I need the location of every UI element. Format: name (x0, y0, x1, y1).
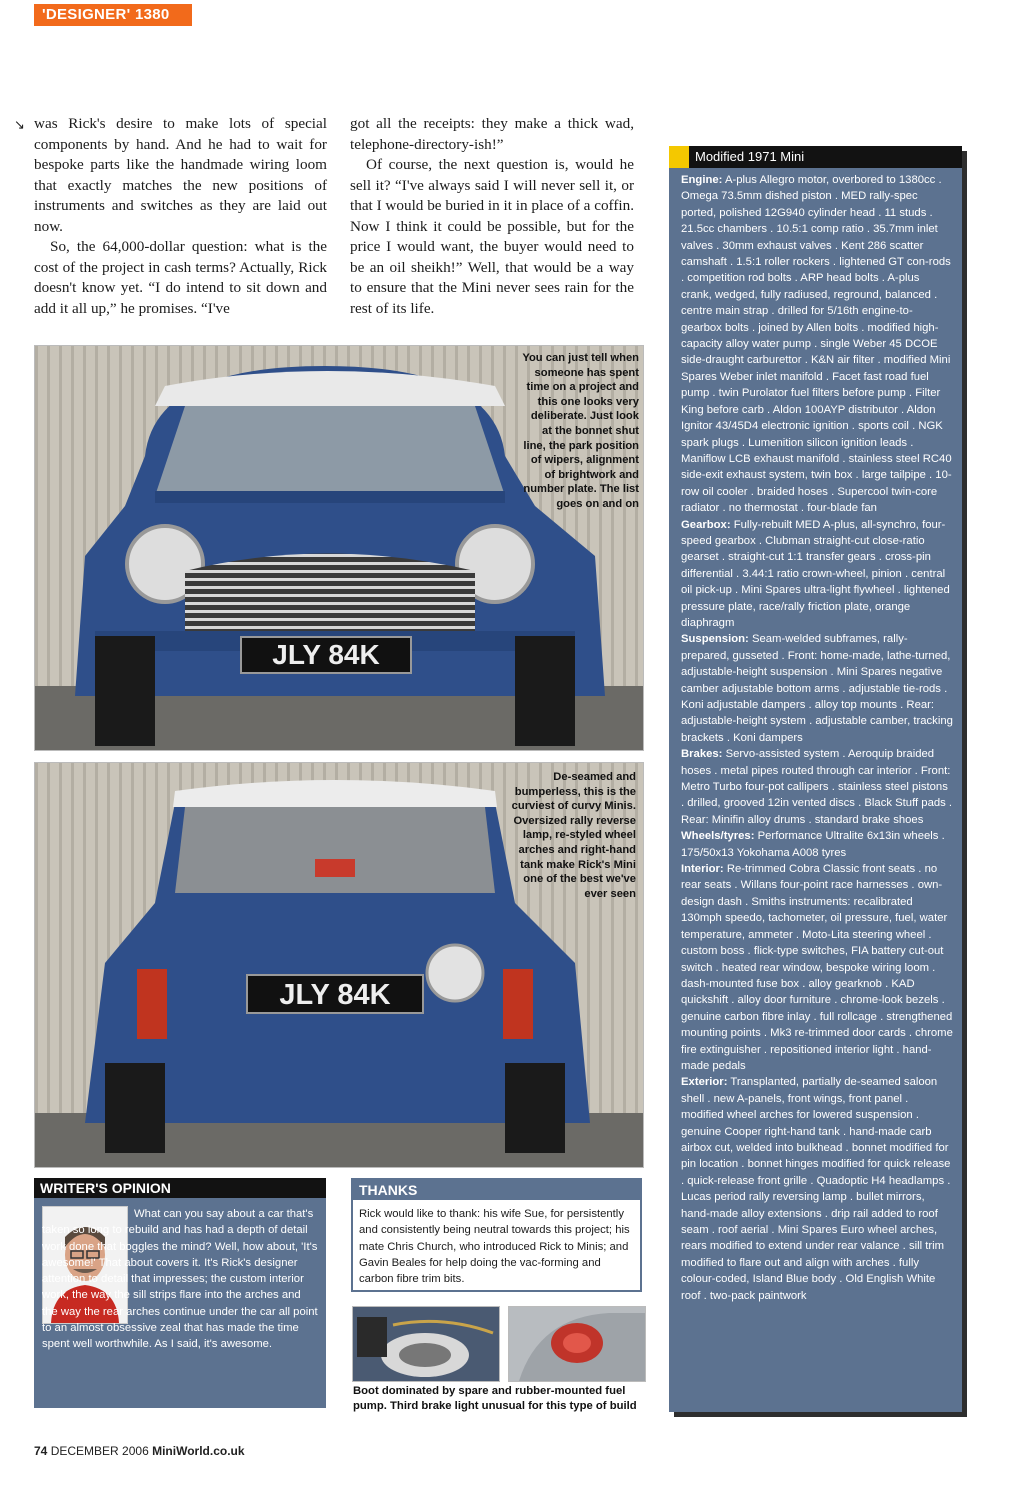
spec-gearbox (681, 517, 953, 632)
spec-exterior-label: Exterior: (681, 1076, 728, 1089)
photo-boot (352, 1306, 500, 1382)
page-number: 74 (34, 1444, 48, 1458)
spec-wheels (681, 828, 953, 861)
spec-body (681, 172, 953, 1304)
thanks-text: Rick would like to thank: his wife Sue, for persistently and consistently being neutral towards this project; his mate Chris Church, who introduced Rick to Minis; and Gavin Beales for help doing the vac-forming and carbon fibre trim bits. (359, 1208, 630, 1286)
spec-header (669, 146, 962, 168)
photo-brake-light (508, 1306, 646, 1382)
spec-suspension (681, 631, 953, 746)
spec-title: Modified 1971 Mini (695, 149, 805, 164)
spec-gearbox-label: Gearbox: (681, 518, 731, 531)
writers-opinion-title: WRITER'S OPINION (34, 1178, 326, 1198)
spec-engine (681, 172, 953, 517)
article-column-2 (350, 114, 634, 319)
issue-date: DECEMBER 2006 (50, 1444, 149, 1458)
spec-interior-text: Re-trimmed Cobra Classic front seats . no rear seats . Willans four-point race harnesses . own-design dash . Smiths instruments: recalibrated 130mph speedo, tachometer, oil pressure, fuel, water temperature, ammeter . Moto-Lita steering wheel . custom boss . flick-type switches, FIA battery cut-out switch . heated rear window, bespoke wiring loom . dash-mounted fuse box . alloy gearknob . KAD quickshift . alloy door furniture . chrome-look bezels . genuine carbon fibre inlay . full rollcage . strengthened mounting points . Mk3 re-trimmed door cards . chrome fire extinguisher . repositioned interior light . hand-made pedals (681, 863, 953, 1072)
front-number-plate: JLY 84K (272, 639, 380, 670)
thanks-box (351, 1178, 642, 1292)
thanks-title: THANKS (353, 1180, 640, 1200)
column2-paragraph-2: Of course, the next question is, would he sell it? “I've always said I will never sell it, or that I would be buried in it in place of a coffin. Now I think it could be possible, but for the price I would want, the buyer would need to be an oil sheikh!” Well, that would be a way to ensure that the Mini never sees rain for the rest of its life. (350, 156, 634, 317)
spec-exterior-text: Transplanted, partially de-seamed saloon shell . new A-panels, front wings, front panel . modified wheel arches for lowered suspension . genuine Cooper right-hand tank . hand-made carb airbox cut, welded into bulkhead . bonnet modified for pin location . bonnet hinges modified for quick release . quick-release front grille . Quadoptic H4 headlamps . Lucas period rally reversing lamp . bullet mirrors, hand-made alloy extensions . drip rail added to roof seam . roof aerial . Mini Spares Euro wheel arches, rears modified to extend under rear valance . sill trim modified to flare out and align with arches . fully colour-coded, Island Blue body . Old English White roof . two-pack paintwork (681, 1076, 951, 1302)
spec-wheels-label: Wheels/tyres: (681, 830, 755, 843)
spec-interior (681, 861, 953, 1074)
spec-exterior (681, 1074, 953, 1304)
spec-engine-text: A-plus Allegro motor, overbored to 1380cc . Omega 73.5mm dished piston . MED rally-spec ported, polished 12G940 cylinder head . 11 studs . 21.5cc chambers . 10.5:1 comp ratio . 35.7mm inlet valves . 30mm exhaust valves . Kent 286 scatter camshaft . 1.5:1 roller rockers . lightened GT con-rods . competition rod bolts . ARP head bolts . A-plus crank, wedged, fully radiused, reground, balanced . centre main strap . drilled for 5/16th engine-to-gearbox bolts . joined by Allen bolts . modified high-capacity alloy water pump . single Weber 45 DCOE side-draught carburettor . K&N air filter . modified Mini Spares Weber inlet manifold . Facet fast road fuel pump . twin Purolator fuel filters before pump . Filter King before carb . Aldon 100AYP distributor . Aldon Ignitor 43/45D4 electronic ignition . sports coil . NGK spark plugs . Lumenition silicon ignition leads . Maniflow LCB exhaust manifold . stainless steel RC40 side-exit exhaust system, twin box . large tailpipe . 10-row oil cooler . braided hoses . Supercool twin-core radiator . no thermostat . four-blade fan (681, 174, 952, 515)
page-footer (34, 1444, 245, 1458)
spec-suspension-label: Suspension: (681, 633, 749, 646)
spec-wheels-text: Performance Ultralite 6x13in wheels . 175/50x13 Yokohama A008 tyres (681, 830, 945, 859)
writers-opinion-text: What can you say about a car that's taken so long to rebuild and has had a depth of detail work done that boggles the mind? Well, how about, 'It's awesome!' That about covers it. It's Rick's designer attention to detail that impresses; the custom interior work, the way the sill strips flare into the arches and the way the rear arches continue under the car all point to an almost obsessive zeal that has made the time spent well worthwhile. As I said, it's awesome. (42, 1208, 318, 1351)
section-tag: 'DESIGNER' 1380 (34, 4, 192, 26)
spec-brakes (681, 746, 953, 828)
boot-photo-caption: Boot dominated by spare and rubber-mounted fuel pump. Third brake light unusual for this type of build (353, 1385, 637, 1412)
site-name: MiniWorld.co.uk (152, 1444, 245, 1458)
spec-brakes-text: Servo-assisted system . Aeroquip braided hoses . metal pipes routed through car interior . Front: Metro Turbo four-pot callipers . stainless steel pistons . drilled, grooved 12in vented discs . Black Stuff pads . Rear: Minifin alloy drums . standard brake shoes (681, 748, 953, 826)
spec-panel (669, 146, 962, 1412)
article-column-1 (34, 114, 327, 319)
spec-brakes-label: Brakes: (681, 748, 723, 761)
spec-suspension-text: Seam-welded subframes, rally-prepared, gusseted . Front: home-made, lathe-turned, adjustable-height suspension . Mini Spares negative camber adjustable bottom arms . adjustable tie-rods . Koni adjustable dampers . alloy top mounts . Rear: adjustable-height system . adjustable camber, tracking brackets . Koni dampers (681, 633, 953, 744)
front-photo-caption: You can just tell when someone has spent time on a project and this one looks very deliberate. Just look at the bonnet shut line, the park position of wipers, alignment of brightwork and number plate. The list goes on and on (522, 352, 639, 510)
rear-photo-caption: De-seamed and bumperless, this is the curviest of curvy Minis. Oversized rally reverse lamp, re-styled wheel arches and right-hand tank make Rick's Mini one of the best we've ever seen (511, 771, 636, 900)
column1-paragraph-1: was Rick's desire to make lots of special components by hand. And he had to wait for bespoke parts like the handmade wiring loom that exactly matches the new positions of instruments and switches as they are laid out now. (34, 115, 327, 235)
rear-number-plate: JLY 84K (279, 979, 391, 1011)
spec-interior-label: Interior: (681, 863, 724, 876)
spec-engine-label: Engine: (681, 174, 723, 186)
writers-opinion-box (34, 1178, 326, 1408)
column1-paragraph-2: So, the 64,000-dollar question: what is the cost of the project in cash terms? Actually, Rick doesn't know yet. “I do intend to sit down and add it all up,” he promises. “I've (34, 238, 327, 317)
spec-header-marker (669, 146, 689, 168)
continuation-arrow-icon: ↘ (14, 118, 25, 133)
column2-paragraph-1: got all the receipts: they make a thick wad, telephone-directory-ish!” (350, 115, 634, 153)
spec-gearbox-text: Fully-rebuilt MED A-plus, all-synchro, four-speed gearbox . Clubman straight-cut close-ratio gearset . straight-cut 1:1 transfer gears . cross-pin differential . 3.44:1 ratio crown-wheel, pinion . central oil pick-up . Mini Spares ultra-light flywheel . lightened pressure plate, race/rally friction plate, orange diaphragm (681, 518, 950, 629)
